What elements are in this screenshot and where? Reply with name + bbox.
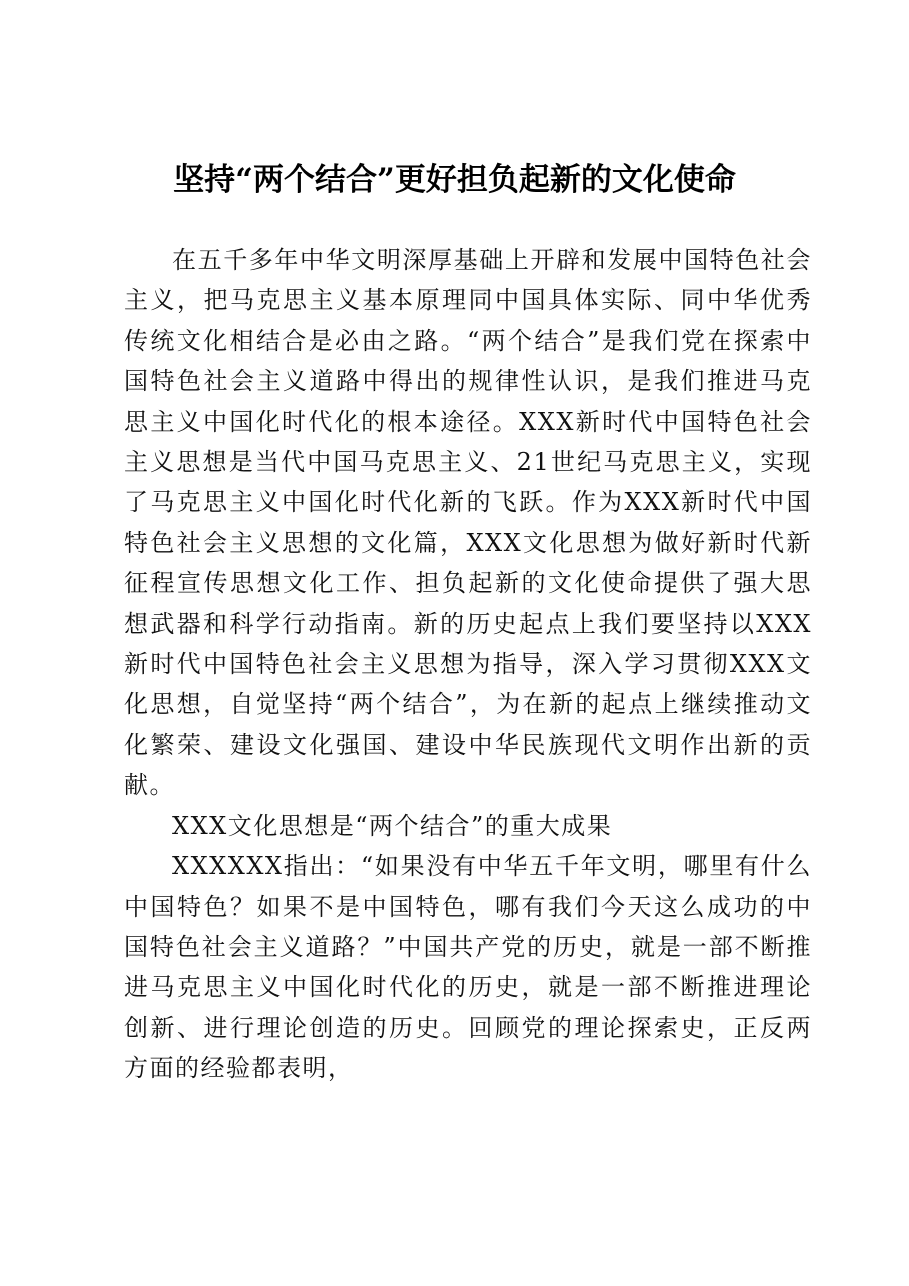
document-body	[124, 240, 812, 1089]
paragraph-intro: 在五千多年中华文明深厚基础上开辟和发展中国特色社会主义，把马克思主义基本原理同中国具体实际、同中华优秀传统文化相结合是必由之路。“两个结合”是我们党在探索中国特色社会主义道路中得出的规律性认识，是我们推进马克思主义中国化时代化的根本途径。XXX新时代中国特色社会主义思想是当代中国马克思主义、21世纪马克思主义，实现了马克思主义中国化时代化新的飞跃。作为XXX新时代中国特色社会主义思想的文化篇，XXX文化思想为做好新时代新征程宣传思想文化工作、担负起新的文化使命提供了强大思想武器和科学行动指南。新的历史起点上我们要坚持以XXX新时代中国特色社会主义思想为指导，深入学习贯彻XXX文化思想，自觉坚持“两个结合”，为在新的起点上继续推动文化繁荣、建设文化强国、建设中华民族现代文明作出新的贡献。	[124, 246, 812, 800]
section-heading: XXX文化思想是“两个结合”的重大成果	[172, 811, 613, 840]
document-title: 坚持“两个结合”更好担负起新的文化使命	[173, 162, 736, 198]
paragraph-section-1: XXXXXX指出：“如果没有中华五千年文明，哪里有什么中国特色？如果不是中国特色，哪有我们今天这么成功的中国特色社会主义道路？”中国共产党的历史，就是一部不断推进马克思主义中国化时代化的历史，就是一部不断推进理论创新、进行理论创造的历史。回顾党的理论探索史，正反两方面的经验都表明，	[124, 852, 812, 1083]
